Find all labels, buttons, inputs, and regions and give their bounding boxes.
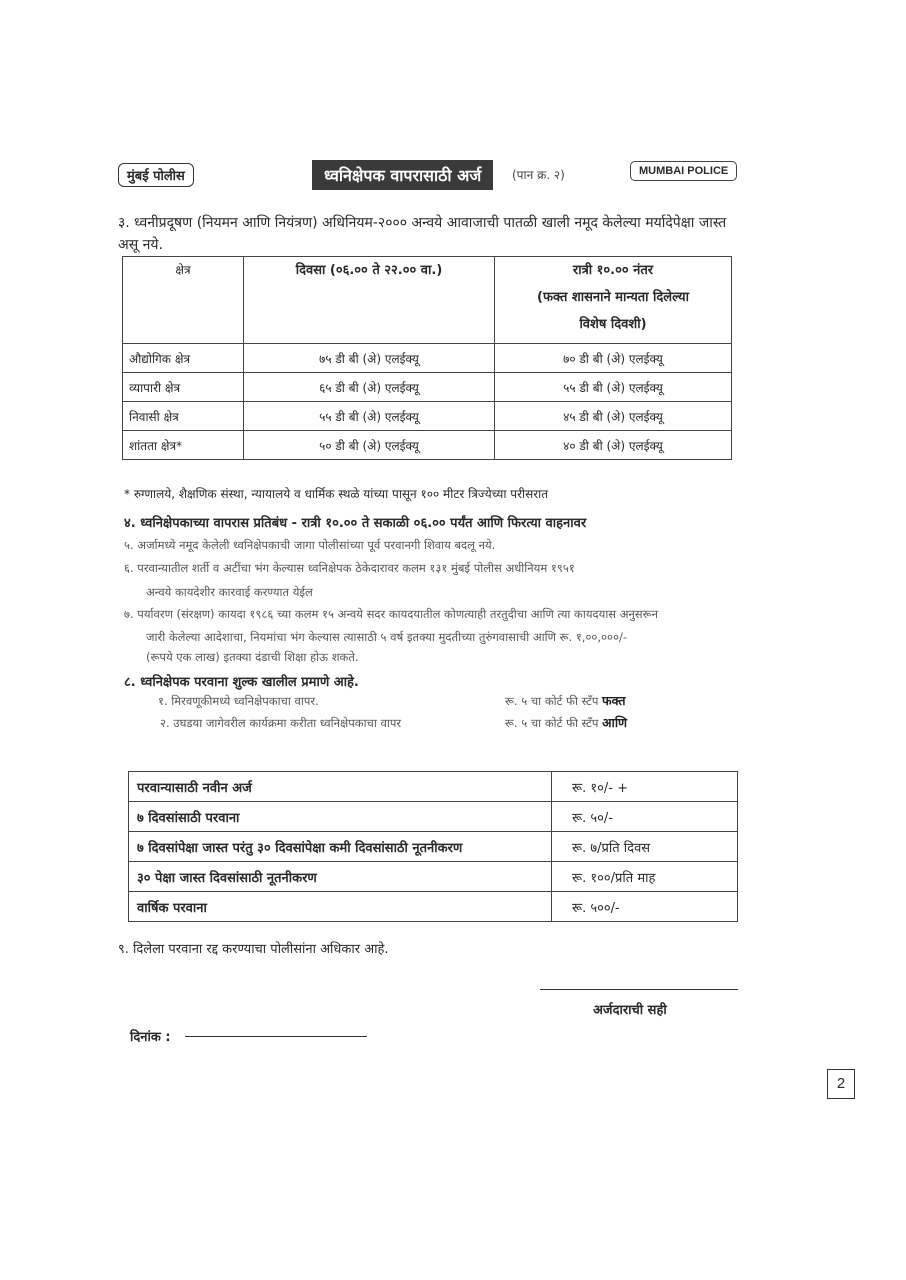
zone-header: क्षेत्र xyxy=(123,257,244,344)
fee-label-cell: ७ दिवसांपेक्षा जास्त परंतु ३० दिवसांपेक्षा कमी दिवसांसाठी नूतनीकरण xyxy=(129,832,552,862)
fee-value-cell: रू. ७/प्रति दिवस xyxy=(552,832,738,862)
night-limit-cell: ७० डी बी (अे) एलईक्यू xyxy=(495,344,732,373)
fee-table xyxy=(128,771,738,922)
night-limit-cell: ५५ डी बी (अे) एलईक्यू xyxy=(495,373,732,402)
item-8: ८. ध्वनिक्षेपक परवाना शुल्क खालील प्रमाणे आहे. xyxy=(124,675,359,690)
header-left-label: मुंबई पोलीस xyxy=(118,163,194,187)
item-4: ४. ध्वनिक्षेपकाच्या वापरास प्रतिबंध - रात्री १०.०० ते सकाळी ०६.०० पर्यंत आणि फिरत्या वाहनावर xyxy=(124,516,587,531)
item-8-sub-1-fee: रू. ५ चा कोर्ट फी स्टॅंप फक्त xyxy=(505,693,626,708)
zone-cell: औद्योगिक क्षेत्र xyxy=(123,344,244,373)
fee-value-cell: रू. ५००/- xyxy=(552,892,738,922)
night-header: रात्री १०.०० नंतर (फक्त शासनाने मान्यता दिलेल्या विशेष दिवशी) xyxy=(495,257,732,344)
fee-value-cell: रू. ५०/- xyxy=(552,802,738,832)
signature-label: अर्जदाराची सही xyxy=(593,1003,667,1018)
table-row xyxy=(129,892,738,922)
table-row xyxy=(123,344,732,373)
noise-table-header-row xyxy=(123,257,732,344)
fee-label-cell: वार्षिक परवाना xyxy=(129,892,552,922)
item-8-sub-2-fee: रू. ५ चा कोर्ट फी स्टॅंप आणि xyxy=(505,715,628,730)
table-footnote: * रुग्णालये, शैक्षणिक संस्था, न्यायालये व धार्मिक स्थळे यांच्या पासून १०० मीटर त्रिज्येच्या परीसरात xyxy=(124,487,549,501)
fee-value-cell: रू. १०/- + xyxy=(552,772,738,802)
fee-label-cell: परवान्यासाठी नवीन अर्ज xyxy=(129,772,552,802)
day-limit-cell: ६५ डी बी (अे) एलईक्यू xyxy=(244,373,495,402)
item-7-line-3: (रूपये एक लाख) इतक्या दंडाची शिक्षा होऊ शकते. xyxy=(146,650,359,664)
zone-cell: निवासी क्षेत्र xyxy=(123,402,244,431)
table-row xyxy=(129,862,738,892)
page-number: 2 xyxy=(827,1069,855,1099)
day-limit-cell: ५५ डी बी (अे) एलईक्यू xyxy=(244,402,495,431)
item-6-line-1: ६. परवान्यातील शर्ती व अटींचा भंग केल्यास ध्वनिक्षेपक ठेकेदारावर कलम १३१ मुंबई पोलीस अधीनियम १९५१ xyxy=(124,561,575,575)
item-6-line-2: अन्वये कायदेशीर कारवाई करण्यात येईल xyxy=(146,585,313,599)
date-field-line[interactable] xyxy=(185,1036,367,1037)
header-right-label: MUMBAI POLICE xyxy=(630,161,737,181)
item-5: ५. अर्जामध्ये नमूद केलेली ध्वनिक्षेपकाची जागा पोलीसांच्या पूर्व परवानगी शिवाय बदलू नये. xyxy=(124,538,496,552)
item-9: ९. दिलेला परवाना रद्द करण्याचा पोलीसांना अधिकार आहे. xyxy=(118,942,389,957)
page-reference: (पान क्र. २) xyxy=(512,168,565,182)
noise-limit-paragraph: ३. ध्वनीप्रदूषण (नियमन आणि नियंत्रण) अधिनियम-२००० अन्वये आवाजाची पातळी खाली नमूद केलेल्या मर्यादेपेक्षा जास्त असू नये. xyxy=(118,215,727,253)
day-header: दिवसा (०६.०० ते २२.०० वा.) xyxy=(244,257,495,344)
fee-label-cell: ७ दिवसांसाठी परवाना xyxy=(129,802,552,832)
table-row xyxy=(123,402,732,431)
fee-label-cell: ३० पेक्षा जास्त दिवसांसाठी नूतनीकरण xyxy=(129,862,552,892)
zone-cell: व्यापारी क्षेत्र xyxy=(123,373,244,402)
item-8-sub-1-label: १. मिरवणूकीमध्ये ध्वनिक्षेपकाचा वापर. xyxy=(158,694,319,708)
day-limit-cell: ७५ डी बी (अे) एलईक्यू xyxy=(244,344,495,373)
night-limit-cell: ४५ डी बी (अे) एलईक्यू xyxy=(495,402,732,431)
table-row xyxy=(129,832,738,862)
fee-value-cell: रू. १००/प्रति माह xyxy=(552,862,738,892)
noise-limit-table xyxy=(122,256,732,460)
table-row xyxy=(129,802,738,832)
table-row xyxy=(123,373,732,402)
night-limit-cell: ४० डी बी (अे) एलईक्यू xyxy=(495,431,732,460)
day-limit-cell: ५० डी बी (अे) एलईक्यू xyxy=(244,431,495,460)
date-label: दिनांक : xyxy=(130,1030,171,1045)
item-7-line-1: ७. पर्यावरण (संरक्षण) कायदा १९८६ च्या कलम १५ अन्वये सदर कायदयातील कोणत्याही तरतुदीचा आणि त्या कायदयास अनुसरून xyxy=(124,607,658,621)
zone-cell: शांतता क्षेत्र* xyxy=(123,431,244,460)
table-row xyxy=(129,772,738,802)
signature-line[interactable] xyxy=(540,989,738,990)
table-row xyxy=(123,431,732,460)
form-title: ध्वनिक्षेपक वापरासाठी अर्ज xyxy=(312,160,493,190)
item-8-sub-2-label: २. उघडया जागेवरील कार्यक्रमा करीता ध्वनिक्षेपकाचा वापर xyxy=(160,716,402,730)
item-7-line-2: जारी केलेल्या आदेशाचा, नियमांचा भंग केल्यास त्यासाठी ५ वर्ष इतक्या मुदतीच्या तुरुंगवासाची आणि रू. १,००,०००/- xyxy=(146,630,628,644)
